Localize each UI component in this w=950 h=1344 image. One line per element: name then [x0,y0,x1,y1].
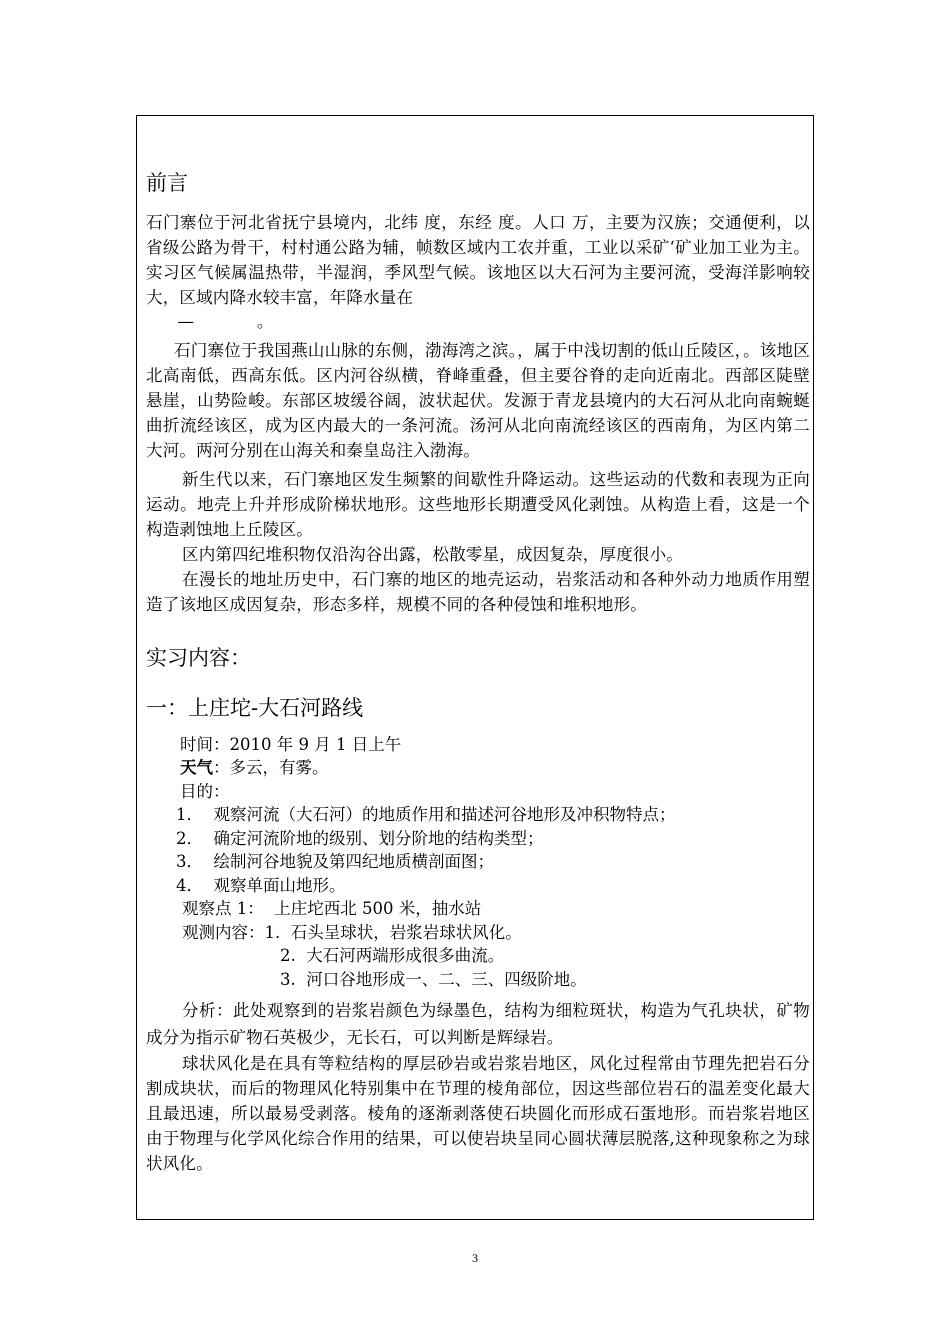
weather-label: 天气 [180,758,213,777]
purpose-item: 3． 绘制河谷地貌及第四纪地质横剖面图； [176,852,494,871]
route-title: 一：上庄坨-大石河路线 [146,695,364,720]
field-time: 时间：2010 年 9 月 1 日上午 [180,734,402,754]
observation-content-label: 观测内容： [182,922,265,942]
preface-paragraph-location: 石门寨位于河北省抚宁县境内，北纬 度，东经 度。人口 万，主要为汉族；交通便利，以省级公路为骨干，村村通公路为辅，帧数区域内工农并重，工业以采矿‘矿业加工业为主。实习区气候属温热带，半湿润，季风型气候。该地区以大石河为主要河流，受海洋影响较大，区域内降水较丰富，年降水量在 [146,213,810,307]
observation-item: 3. 河口谷地形成一、二、三、四级阶地。 [280,969,587,989]
purpose-label: 目的： [180,781,230,801]
observation-item: 1. 石头呈球状，岩浆岩球状风化。 [264,922,522,942]
page-number: 3 [472,1251,478,1265]
preface-paragraph-history: 在漫长的地址历史中，石门寨的地区的地壳运动，岩浆活动和各种外动力地质作用塑造了该地区成因复杂，形态多样，规模不同的各种侵蚀和堆积地形。 [146,569,810,614]
practice-title: 实习内容： [146,645,251,670]
weather-value: ：多云，有雾。 [213,758,329,777]
preface-rainfall-range: — 。 [146,312,274,331]
purpose-item: 4． 观察单面山地形。 [176,875,346,895]
observation-content [146,921,810,945]
observation-point [146,897,810,921]
purpose-item: 1． 观察河流（大石河）的地质作用和描述河谷地形及冲积物特点； [176,805,676,824]
observation-point-value: ： 上庄坨西北 500 米，抽水站 [247,899,482,918]
spheroidal-weathering-paragraph: 球状风化是在具有等粒结构的厚层砂岩或岩浆岩地区，风化过程常由节理先把岩石分割成块状，而后的物理风化特别集中在节理的棱角部位，因这些部位岩石的温差变化最大且最迅速，所以最易受剥落。棱角的逐渐剥落使石块圆化而形成石蛋地形。而岩浆岩地区由于物理与化学风化综合作用的结果，可以使岩块呈同心圆状薄层脱落,这种现象称之为球状风化。 [146,1054,810,1173]
preface-title: 前言 [146,171,188,195]
observation-point-label: 观察点 1 [182,899,248,918]
observation-item: 2. 大石河两端形成很多曲流。 [280,946,505,965]
preface-paragraph-tectonics: 新生代以来，石门寨地区发生频繁的间歇性升降运动。这些运动的代数和表现为正向运动。地壳上升并形成阶梯状地形。这些地形长期遭受风化剥蚀。从构造上看，这是一个构造剥蚀地上丘陵区。 [146,469,810,539]
document-body [146,168,810,1176]
preface-paragraph-quaternary: 区内第四纪堆积物仅沿沟谷出露，松散零星，成因复杂，厚度很小。 [182,544,683,564]
preface-paragraph-terrain: 石门寨位于我国燕山山脉的东侧，渤海湾之滨。，属于中浅切割的低山丘陵区，。该地区北高南低，西高东低。区内河谷纵横，脊峰重叠，但主要谷脊的走向近南北。西部区陡壁悬崖，山势险峻。东部区坡缓谷阔，波状起伏。发源于青龙县境内的大石河从北向南蜿蜒曲折流经该区，成为区内最大的一条河流。汤河从北向南流经该区的西南角，为区内第二大河。两河分别在山海关和秦皇岛注入渤海。 [146,340,810,460]
purpose-item: 2． 确定河流阶地的级别、划分阶地的结构类型； [176,828,544,848]
analysis-paragraph: 分析：此处观察到的岩浆岩颜色为绿墨色，结构为细粒斑状，构造为气孔块状，矿物成分为指示矿物石英极少，无长石，可以判断是辉绿岩。 [146,1001,810,1047]
field-weather [146,756,810,780]
